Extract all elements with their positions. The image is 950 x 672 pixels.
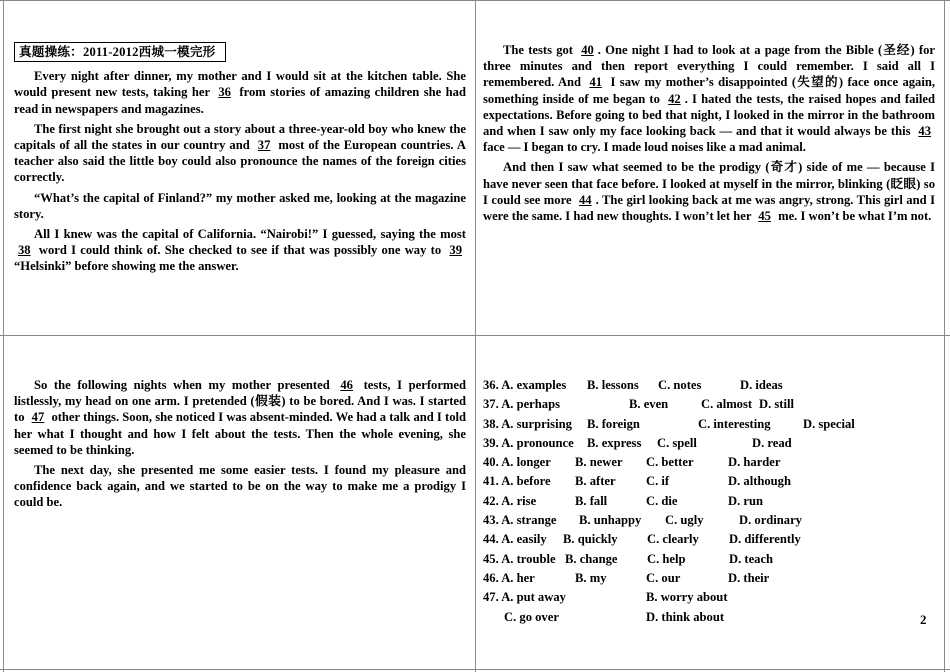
blank-40: 40	[581, 43, 594, 57]
option-row-41: 41. A. before B. after C. if D. although	[483, 474, 791, 489]
page-border-bottom	[0, 669, 950, 670]
paragraph: The next day, she presented me some easier tests. I found my pleasure and confidence back again, and we started to be on the way to make me a prodigy I could be.	[14, 463, 466, 510]
page-border-left	[3, 0, 4, 672]
paragraph: Every night after dinner, my mother and I would sit at the kitchen table. She would present new tests, taking her 36 from stories of amazing children she had read in newspapers and magazines.	[14, 69, 466, 116]
paragraph: The tests got 40 . One night I had to look at a page from the Bible (圣经) for three minutes and then report everything I could remember. I said all I remembered. And 41 I saw my mother’s disappointed (失望的) face once again, something inside of me began to 42 . I hated the tests, the raised hopes and failed expectations. Before going to bed that night, I looked in the mirror in the bathroom and when I saw only my face looking back — and that it would always be this 43 face — I began to cry. I made loud noises like a mad animal.	[483, 43, 935, 155]
blank-36: 36	[218, 85, 231, 100]
option-row-47b: C. go over D. think about	[504, 609, 725, 624]
page-border-right	[944, 0, 945, 672]
paragraph: The first night she brought out a story about a three-year-old boy who knew the capitals of all the states in our country and 37 most of the European countries. A teacher also said the little boy could also pronounce the names of the foreign cities correctly.	[14, 121, 466, 185]
blank-47: 47	[31, 410, 45, 425]
blank-39: 39	[449, 243, 462, 258]
option-row-45: 45. A. trouble B. change C. help D. teach	[483, 551, 774, 566]
passage-part-1	[14, 42, 466, 279]
passage-part-2	[483, 42, 935, 228]
blank-42: 42	[668, 91, 681, 106]
paragraph: So the following nights when my mother presented 46 tests, I performed listlessly, my head on one arm. I pretended (假装) to be bored. And I was. I started to 47 other things. Soon, she noticed I was absent-minded. We had a talk and I told her what I thought and how I felt about the tests. Then the whole evening, she seemed to be thinking.	[14, 378, 466, 457]
center-divider	[475, 0, 476, 672]
blank-37: 37	[257, 138, 271, 153]
blank-43: 43	[918, 124, 931, 139]
option-row-38: 38. A. surprising B. foreign C. interesting D. special	[483, 416, 855, 431]
option-row-39: 39. A. pronounce B. express C. spell D. read	[483, 435, 792, 450]
middle-divider	[0, 335, 950, 336]
blank-46: 46	[340, 378, 353, 392]
blank-45: 45	[758, 209, 771, 224]
option-row-36: 36. A. examples B. lessons C. notes D. ideas	[483, 378, 783, 392]
option-row-40: 40. A. longer B. newer C. better D. harder	[483, 455, 781, 470]
paragraph: And then I saw what seemed to be the prodigy (奇才) side of me — because I have never seen that face before. I looked at myself in the mirror, blinking (眨眼) so I could see more 44 . The girl looking back at me was angry, strong. This girl and I were the same. I had new thoughts. I won’t let her 45 me. I won’t be what I’m not.	[483, 160, 935, 224]
option-row-44: 44. A. easily B. quickly C. clearly D. differently	[483, 532, 801, 547]
option-row-42: 42. A. rise B. fall C. die D. run	[483, 493, 763, 508]
page-number: 2	[920, 612, 927, 627]
blank-41: 41	[589, 75, 603, 90]
passage-part-3	[14, 377, 466, 515]
section-title: 真题操练：2011-2012西城一模完形	[14, 42, 226, 62]
answer-options	[483, 376, 855, 627]
option-row-43: 43. A. strange B. unhappy C. ugly D. ordinary	[483, 513, 802, 528]
paragraph: All I knew was the capital of California. “Nairobi!” I guessed, saying the most 38 word I could think of. She checked to see if that was possibly one way to 39 “Helsinki” before showing me the answer.	[14, 227, 466, 274]
option-row-47a: 47. A. put away B. worry about	[483, 590, 728, 605]
page-border-top	[0, 0, 950, 1]
option-row-37: 37. A. perhaps B. even C. almost D. still	[483, 397, 794, 412]
option-row-46: 46. A. her B. my C. our D. their	[483, 570, 770, 585]
paragraph: “What’s the capital of Finland?” my mother asked me, looking at the magazine story.	[14, 190, 466, 221]
blank-44: 44	[579, 192, 592, 207]
blank-38: 38	[18, 243, 31, 258]
